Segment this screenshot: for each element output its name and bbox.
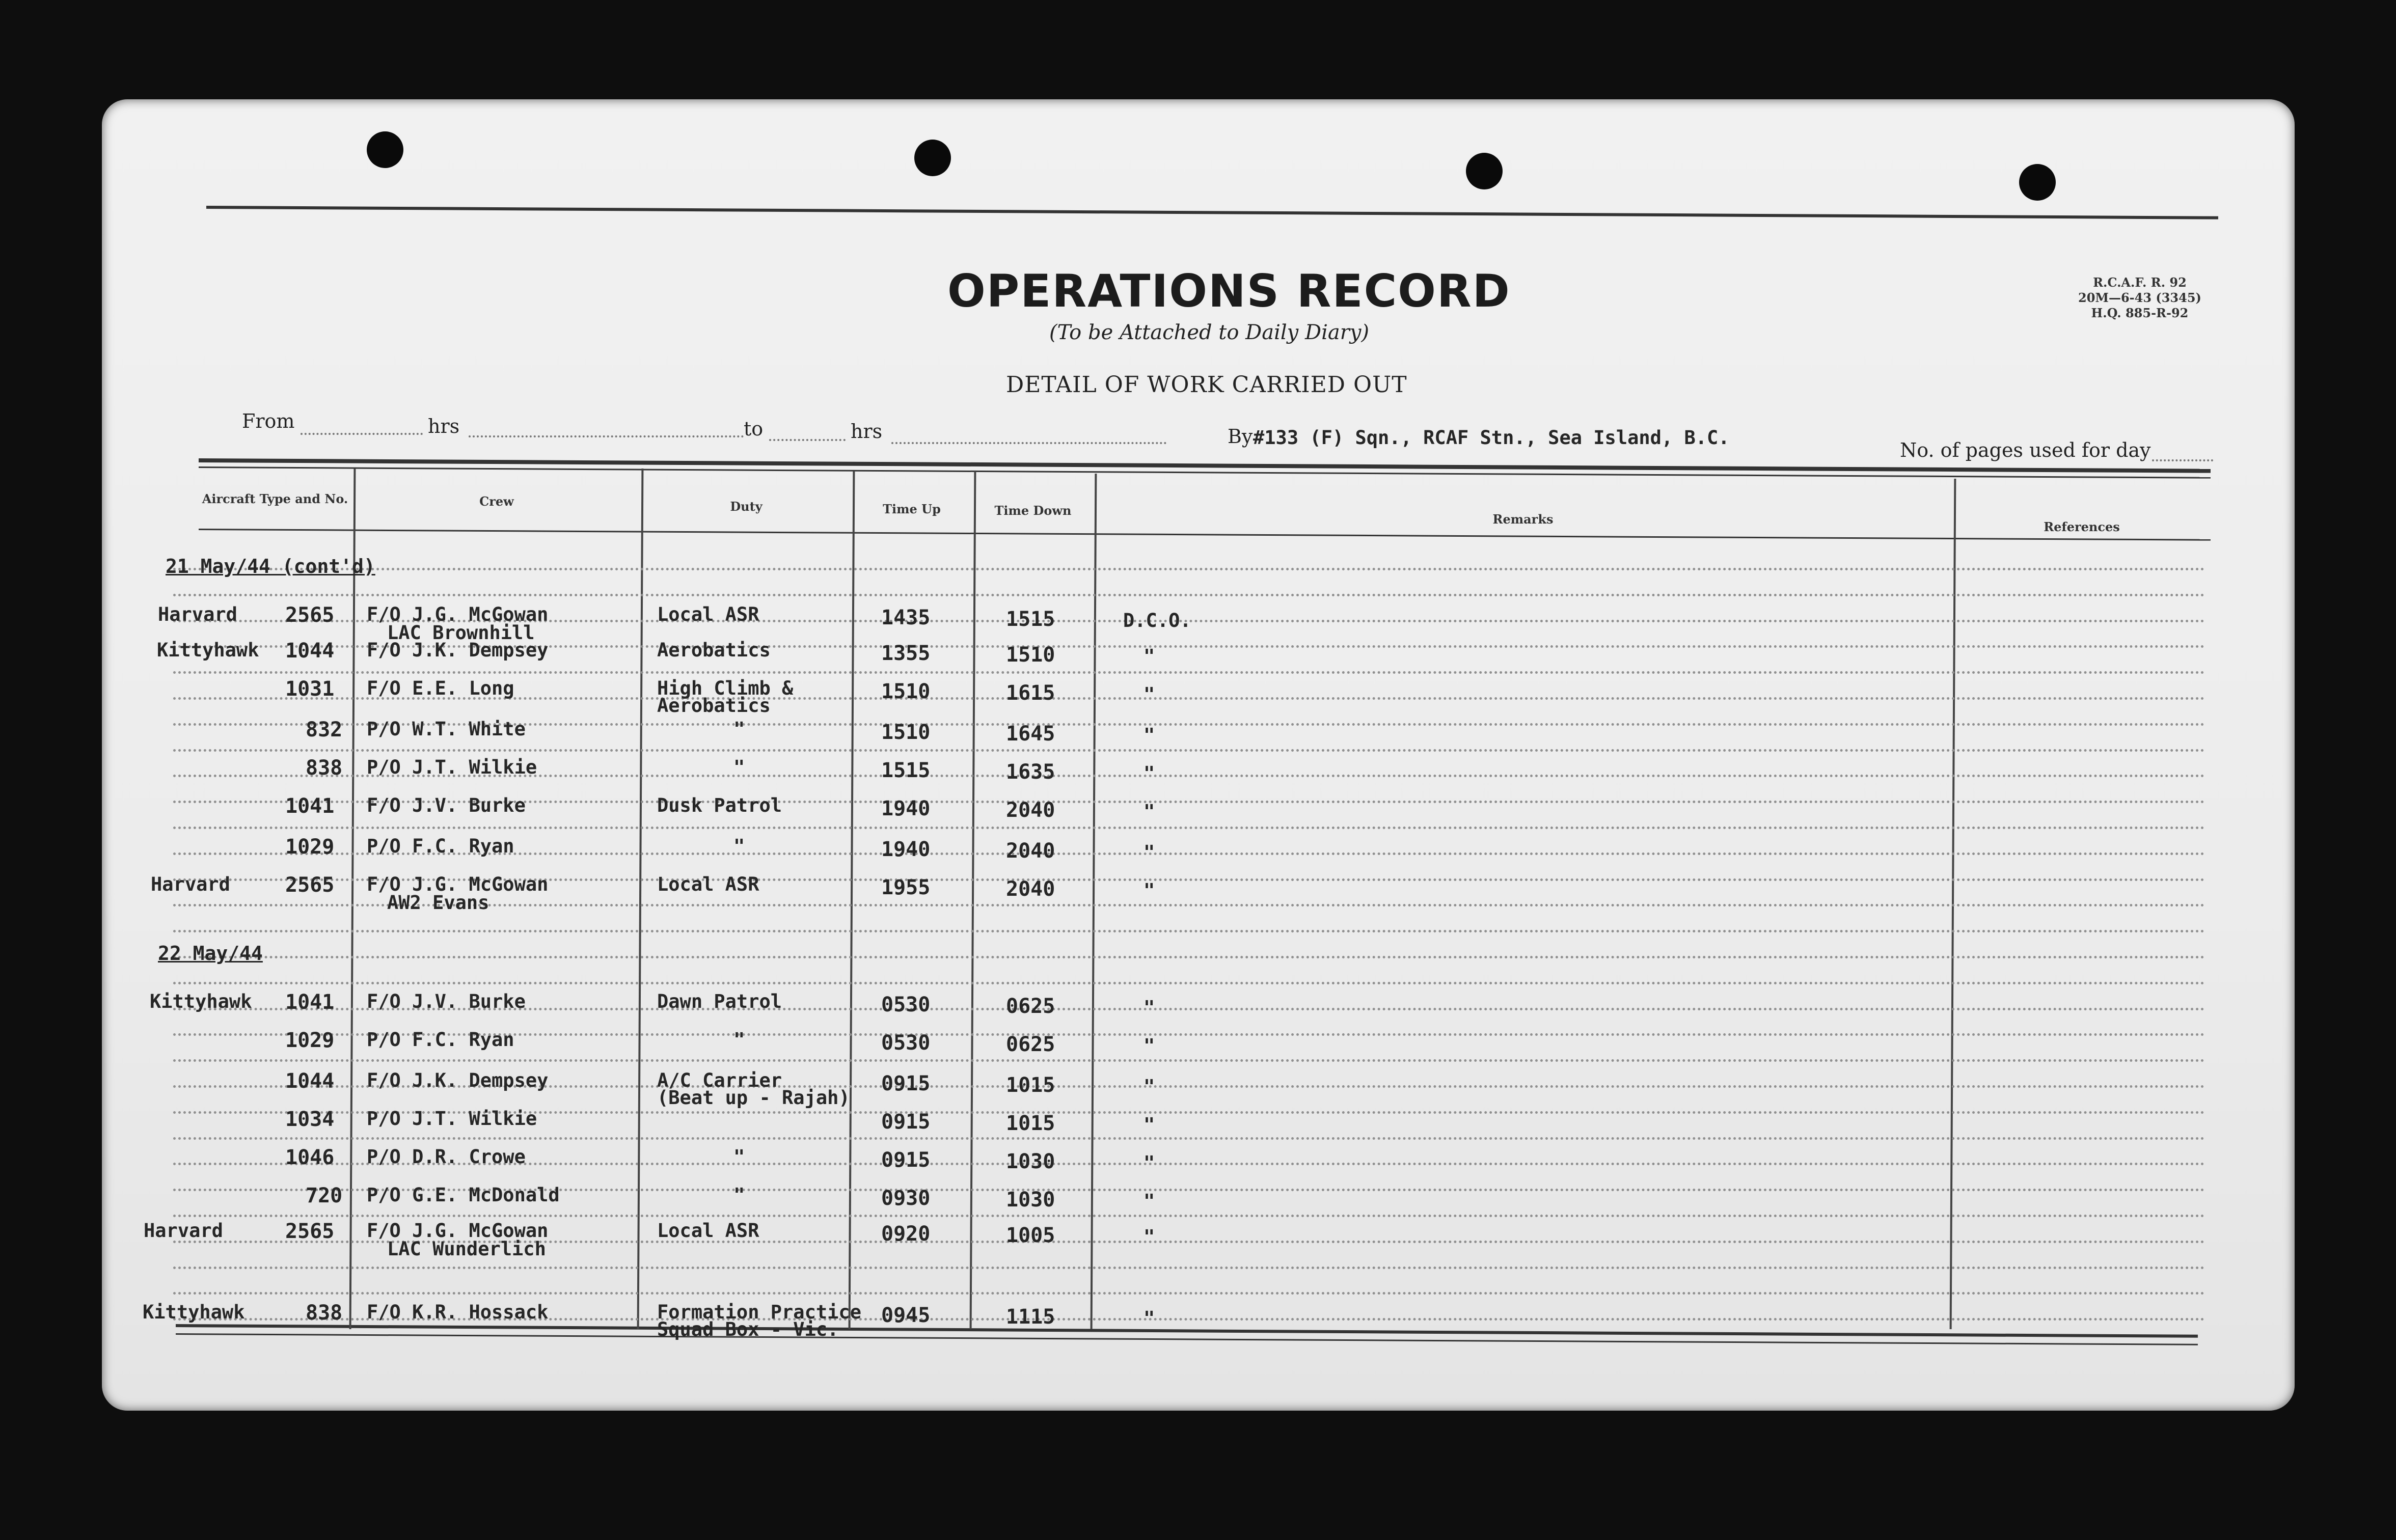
time-down: 1645: [1006, 722, 1055, 746]
from-date-field: [469, 435, 744, 437]
time-up: 0920: [881, 1222, 931, 1246]
time-up: 1355: [881, 642, 931, 665]
col-header-references: References: [2044, 519, 2120, 534]
remarks-text: ": [1143, 879, 1155, 901]
ruled-line: [173, 749, 2206, 752]
remarks-text: ": [1143, 841, 1155, 863]
time-up: 0530: [881, 1031, 931, 1055]
crew-name: F/O J.G. McGowan: [367, 603, 549, 625]
time-up: 0930: [881, 1187, 931, 1210]
ruled-line: [173, 982, 2206, 984]
duty-text: ": [733, 718, 745, 740]
duty-text: ": [733, 1184, 745, 1206]
crew-name: P/O G.E. McDonald: [367, 1184, 560, 1206]
time-down: 1005: [1006, 1224, 1055, 1247]
ruled-line: [173, 594, 2206, 596]
time-up: 1510: [881, 721, 931, 744]
punch-hole-1: [367, 131, 403, 168]
col-header-aircraft: Aircraft Type and No.: [202, 491, 348, 506]
time-up: 0915: [881, 1148, 931, 1172]
remarks-text: ": [1143, 1152, 1155, 1174]
duty-text: ": [733, 756, 745, 778]
col-header-remarks: Remarks: [1492, 512, 1554, 527]
time-down: 1030: [1006, 1188, 1055, 1212]
detail-heading: DETAIL OF WORK CARRIED OUT: [1006, 372, 1407, 398]
duty-text: A/C Carrier: [657, 1069, 782, 1091]
aircraft-number: 1041: [285, 991, 335, 1014]
aircraft-number: 1044: [285, 1069, 335, 1093]
remarks-text: ": [1143, 724, 1155, 746]
time-down: 1015: [1006, 1074, 1055, 1097]
pages-label: No. of pages used for day: [1900, 439, 2151, 461]
aircraft-number: 1029: [285, 835, 335, 859]
ruled-line: [173, 1292, 2206, 1295]
page-title: OPERATIONS RECORD: [947, 265, 1511, 317]
time-up: 0530: [881, 993, 931, 1016]
time-up: 0915: [881, 1110, 931, 1134]
col-header-time-down: Time Down: [994, 503, 1072, 518]
ruled-line: [173, 827, 2206, 829]
aircraft-number: 2565: [285, 603, 335, 627]
time-up: 0915: [881, 1072, 931, 1095]
duty-text-2: Squad Box - Vic.: [657, 1318, 839, 1340]
by-label: By: [1228, 425, 1253, 448]
time-down: 1615: [1006, 681, 1055, 705]
crew-name: F/O J.G. McGowan: [367, 1220, 549, 1242]
crew-name: F/O J.G. McGowan: [367, 873, 549, 895]
time-up: 0945: [881, 1304, 931, 1327]
hrs-label-2: hrs: [851, 420, 883, 443]
duty-text: High Climb &: [657, 677, 794, 699]
time-up: 1940: [881, 797, 931, 820]
time-down: 1635: [1006, 760, 1055, 784]
time-down: 1015: [1006, 1112, 1055, 1135]
duty-text-2: Aerobatics: [657, 695, 771, 717]
date-heading-21-may: 21 May/44 (cont'd): [166, 555, 375, 578]
time-down: 2040: [1006, 877, 1055, 901]
duty-text: Local ASR: [657, 1220, 759, 1242]
ruled-line: [173, 671, 2206, 674]
aircraft-number: 1034: [285, 1108, 335, 1131]
remarks-text: ": [1143, 645, 1155, 667]
crew-name: F/O J.K. Dempsey: [367, 639, 549, 661]
crew-name: P/O J.T. Wilkie: [367, 1108, 537, 1130]
from-label: From: [242, 410, 295, 432]
ruled-line: [173, 1215, 2206, 1217]
time-down: 2040: [1006, 799, 1055, 822]
remarks-text: ": [1143, 1190, 1155, 1212]
time-up: 1435: [881, 606, 931, 629]
time-down: 0625: [1006, 1033, 1055, 1056]
aircraft-number: 1029: [285, 1029, 335, 1052]
date-heading-22-may: 22 May/44: [158, 942, 263, 965]
remarks-text: ": [1143, 801, 1155, 822]
crew-name: F/O K.R. Hossack: [367, 1301, 549, 1323]
duty-text: ": [733, 1146, 745, 1168]
aircraft-number: 838: [306, 756, 343, 780]
time-down: 0625: [1006, 995, 1055, 1018]
crew-name: P/O J.T. Wilkie: [367, 756, 537, 778]
remarks-text: ": [1143, 1035, 1155, 1057]
form-code: R.C.A.F. R. 92 20M—6-43 (3345) H.Q. 885-R-92: [2078, 275, 2201, 320]
aircraft-number: 2565: [285, 1220, 335, 1243]
time-up: 1515: [881, 759, 931, 782]
time-down: 1115: [1006, 1305, 1055, 1329]
aircraft-number: 1044: [285, 639, 335, 663]
crew-name: F/O J.V. Burke: [367, 991, 526, 1012]
aircraft-type: Kittyhawk: [150, 991, 252, 1012]
remarks-text: ": [1143, 1226, 1155, 1248]
ruled-line: [173, 1059, 2206, 1062]
remarks-text: D.C.O.: [1123, 610, 1191, 631]
punch-hole-2: [914, 140, 951, 176]
punch-hole-4: [2019, 164, 2056, 201]
ruled-line: [173, 568, 2206, 570]
aircraft-type: Harvard: [151, 873, 230, 895]
punch-hole-3: [1466, 153, 1503, 189]
aircraft-type: Harvard: [158, 603, 237, 625]
from-field: [301, 433, 423, 435]
crew-name: P/O F.C. Ryan: [367, 1029, 514, 1051]
time-down: 1510: [1006, 643, 1055, 667]
ruled-line: [173, 956, 2206, 958]
pages-field: [2152, 459, 2213, 461]
crew-name: F/O J.K. Dempsey: [367, 1069, 549, 1091]
aircraft-number: 720: [306, 1184, 343, 1207]
crew-name: P/O W.T. White: [367, 718, 526, 740]
duty-text: Local ASR: [657, 873, 759, 895]
time-up: 1510: [881, 680, 931, 703]
aircraft-number: 1041: [285, 794, 335, 818]
duty-text: Dawn Patrol: [657, 991, 782, 1012]
crew-name-2: AW2 Evans: [387, 892, 489, 914]
time-down: 1030: [1006, 1150, 1055, 1173]
aircraft-type: Kittyhawk: [143, 1301, 245, 1323]
time-up: 1955: [881, 876, 931, 899]
remarks-text: ": [1143, 997, 1155, 1019]
crew-name: P/O F.C. Ryan: [367, 835, 514, 857]
duty-text: ": [733, 835, 745, 857]
crew-name-2: LAC Brownhill: [387, 622, 535, 644]
aircraft-number: 1046: [285, 1146, 335, 1169]
unit-name: #133 (F) Sqn., RCAF Stn., Sea Island, B.C.: [1253, 427, 1730, 449]
duty-text: Dusk Patrol: [657, 794, 782, 816]
duty-text: Formation Practice: [657, 1301, 861, 1323]
col-header-duty: Duty: [730, 499, 763, 514]
aircraft-type: Kittyhawk: [157, 639, 259, 661]
to-field: [769, 439, 846, 441]
duty-text: ": [733, 1029, 745, 1051]
to-date-field: [891, 442, 1166, 444]
crew-name: F/O J.V. Burke: [367, 794, 526, 816]
aircraft-type: Harvard: [144, 1220, 223, 1242]
remarks-text: ": [1143, 762, 1155, 784]
crew-name: F/O E.E. Long: [367, 677, 514, 699]
remarks-text: ": [1143, 1114, 1155, 1136]
aircraft-number: 838: [306, 1301, 343, 1325]
aircraft-number: 832: [306, 718, 343, 741]
time-up: 1940: [881, 838, 931, 861]
remarks-text: ": [1143, 1307, 1155, 1329]
ruled-line: [173, 930, 2206, 932]
to-label: to: [744, 418, 764, 440]
hrs-label-1: hrs: [428, 415, 460, 437]
remarks-text: ": [1143, 1076, 1155, 1097]
aircraft-number: 2565: [285, 873, 335, 897]
aircraft-number: 1031: [285, 677, 335, 701]
page-subtitle: (To be Attached to Daily Diary): [1049, 321, 1370, 344]
remarks-text: ": [1143, 683, 1155, 705]
crew-name: P/O D.R. Crowe: [367, 1146, 526, 1168]
duty-text-2: (Beat up - Rajah): [657, 1087, 850, 1109]
duty-text: Local ASR: [657, 603, 759, 625]
duty-text: Aerobatics: [657, 639, 771, 661]
col-header-time-up: Time Up: [883, 502, 941, 516]
ruled-line: [173, 1267, 2206, 1269]
time-down: 1515: [1006, 608, 1055, 631]
crew-name-2: LAC Wunderlich: [387, 1238, 546, 1260]
ruled-line: [173, 1137, 2206, 1140]
time-down: 2040: [1006, 839, 1055, 863]
col-header-crew: Crew: [479, 494, 514, 509]
